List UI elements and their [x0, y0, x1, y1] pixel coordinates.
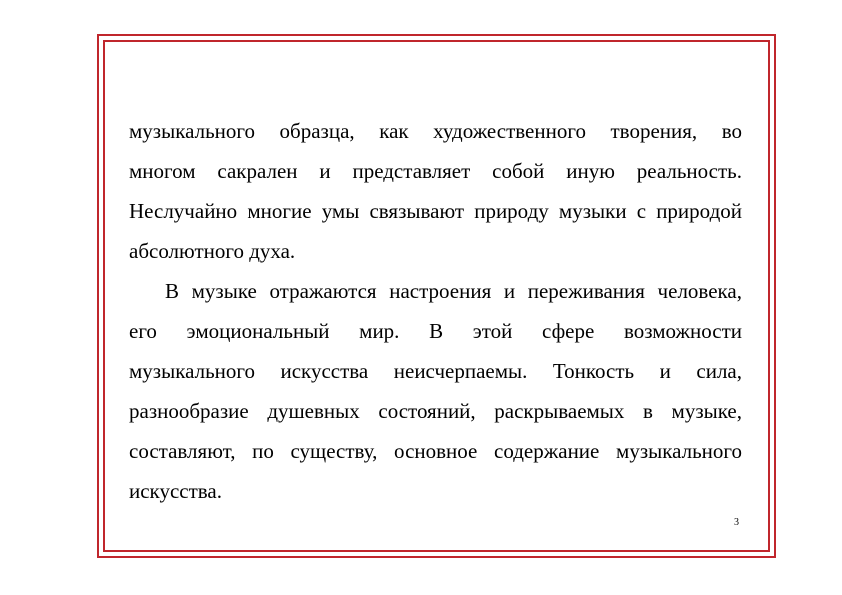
text-line: В музыке отражаются настроения и переживания человека,: [165, 279, 742, 303]
text-line: его эмоциональный мир. В этой сфере возможности: [129, 319, 742, 343]
page-number: 3: [734, 517, 739, 528]
text-line: музыкального искусства неисчерпаемы. Тонкость и сила,: [129, 359, 742, 383]
paragraph-1: [129, 111, 742, 271]
text-line: разнообразие душевных состояний, раскрываемых в музыке,: [129, 399, 742, 423]
text-line: искусства.: [129, 479, 222, 503]
paragraph-2: [129, 271, 742, 511]
text-line: абсолютного духа.: [129, 239, 296, 263]
text-line: музыкального образца, как художественного творения, во: [129, 119, 742, 143]
text-line: составляют, по существу, основное содержание музыкального: [129, 439, 742, 463]
text-line: многом сакрален и представляет собой иную реальность.: [129, 159, 742, 183]
text-line: Неслучайно многие умы связывают природу музыки с природой: [129, 199, 742, 223]
body-text: [129, 111, 742, 511]
